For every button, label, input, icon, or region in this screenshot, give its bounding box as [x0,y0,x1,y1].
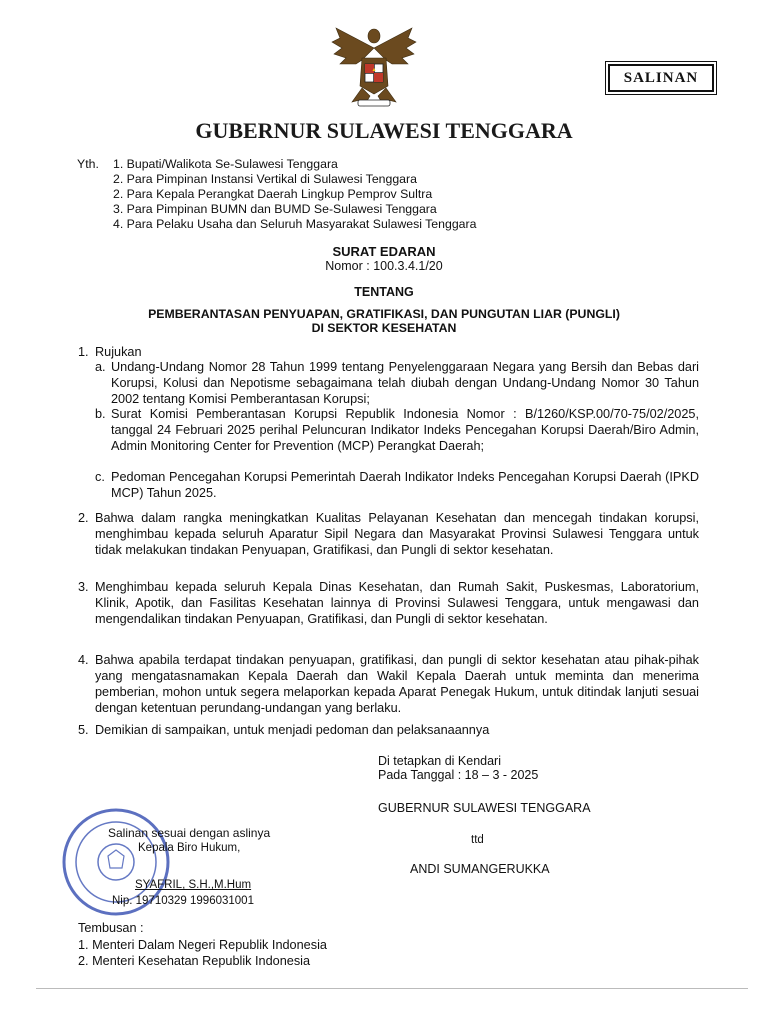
signature-ttd: ttd [471,834,484,846]
addressee-item: 1. Bupati/Walikota Se-Sulawesi Tenggara [113,157,338,171]
addressee-item: 2. Para Kepala Perangkat Daerah Lingkup Pemprov Sultra [113,187,433,201]
reference-item [95,406,699,454]
addressee-item: 4. Para Pelaku Usaha dan Seluruh Masyarakat Sulawesi Tenggara [113,217,477,231]
reference-text: Surat Komisi Pemberantasan Korupsi Republik Indonesia Nomor : B/1260/KSP.00/70-75/02/2025, tanggal 24 Februari 2025 perihal Peluncuran Indikator Indeks Pencegahan Korupsi Daerah/Biro Admin, Admin Monitoring Center for Prevention (MCP) Perangkat Daerah; [111,407,699,453]
footer-divider [36,988,748,989]
signature-date: Pada Tanggal : 18 – 3 - 2025 [378,768,539,782]
reference-label: b. [95,407,106,421]
certification-line-1: Salinan sesuai dengan aslinya [108,826,271,840]
addressees-label: Yth. [77,157,99,171]
point-number: 5. [78,723,89,737]
addressee-item: 3. Para Pimpinan BUMN dan BUMD Se-Sulawesi Tenggara [113,202,437,216]
reference-text: Pedoman Pencegahan Korupsi Pemerintah Daerah Indikator Indeks Pencegahan Korupsi Daerah (IPKD MCP) Tahun 2025. [111,470,699,500]
tembusan-item: 1. Menteri Dalam Negeri Republik Indonesia [78,938,327,952]
certification-line-2: Kepala Biro Hukum, [138,842,241,854]
signature-name: ANDI SUMANGERUKKA [410,862,550,876]
signature-place: Di tetapkan di Kendari [378,754,501,768]
point-1-title: Rujukan [95,345,142,359]
point-2-text: Bahwa dalam rangka meningkatkan Kualitas Pelayanan Kesehatan dan mencegah tindakan korupsi, menghimbau kepada seluruh Aparatur Sipil Negara dan Masyarakat Provinsi Sulawesi Tenggara untuk tidak melakukan tindakan Penyuapan, Gratifikasi, dan Pungli di sektor kesehatan. [95,511,699,557]
point-number: 2. [78,511,89,525]
reference-text: Undang-Undang Nomor 28 Tahun 1999 tentang Penyelenggaraan Negara yang Bersih dan Bebas dari Korupsi, Kolusi dan Nepotisme sebagaimana telah diubah dengan Undang-Undang Nomor 30 Tahun 2002 tentang Komisi Pemberantasan Korupsi; [111,360,699,406]
letter-tentang: TENTANG [354,285,414,299]
letter-type: SURAT EDARAN [332,244,436,259]
letter-number: Nomor : 100.3.4.1/20 [325,259,443,273]
letterhead-title: GUBERNUR SULAWESI TENGGARA [195,118,573,143]
signature-office: GUBERNUR SULAWESI TENGGARA [378,801,591,815]
reference-item [95,359,699,407]
point-number: 3. [78,580,89,594]
reference-item [95,469,699,501]
point-3-text: Menghimbau kepada seluruh Kepala Dinas Kesehatan, dan Rumah Sakit, Puskesmas, Laboratorium, Klinik, Apotik, dan Fasilitas Kesehatan lainnya di Provinsi Sulawesi Tenggara, untuk mengawasi dan mengendalikan tindakan Penyuapan, Gratifikasi, dan Pungli di sektor kesehatan. [95,580,699,626]
certification-nip: Nip. 19710329 1996031001 [112,895,254,907]
tembusan-item: 2. Menteri Kesehatan Republik Indonesia [78,954,311,968]
addressee-item: 2. Para Pimpinan Instansi Vertikal di Sulawesi Tenggara [113,172,417,186]
garuda-emblem-icon [326,20,422,110]
salinan-badge: SALINAN [608,64,714,92]
point-number: 4. [78,653,89,667]
addressees-block [77,157,476,232]
point-4-text: Bahwa apabila terdapat tindakan penyuapan, gratifikasi, dan pungli di sektor kesehatan atau pihak-pihak yang mengatasnamakan Kepala Daerah dan Wakil Kepala Daerah untuk meminta dan menerima pemberian, mohon untuk segera melaporkan kepada Aparat Penegak Hukum, untuk ditindak lanjuti sesuai dengan ketentuan perundang-undangan yang berlaku. [95,653,699,715]
point-number: 1. [78,345,89,359]
certification-name: SYAFRIL, S.H.,M.Hum [135,879,252,891]
point-5-text: Demikian di sampaikan, untuk menjadi pedoman dan pelaksanaannya [95,723,490,737]
letter-subject-line-2: DI SEKTOR KESEHATAN [311,321,457,335]
reference-label: c. [95,470,105,484]
reference-label: a. [95,360,106,374]
tembusan-label: Tembusan : [78,921,144,935]
letter-subject-line-1: PEMBERANTASAN PENYUAPAN, GRATIFIKASI, DAN PUNGUTAN LIAR (PUNGLI) [148,307,620,321]
